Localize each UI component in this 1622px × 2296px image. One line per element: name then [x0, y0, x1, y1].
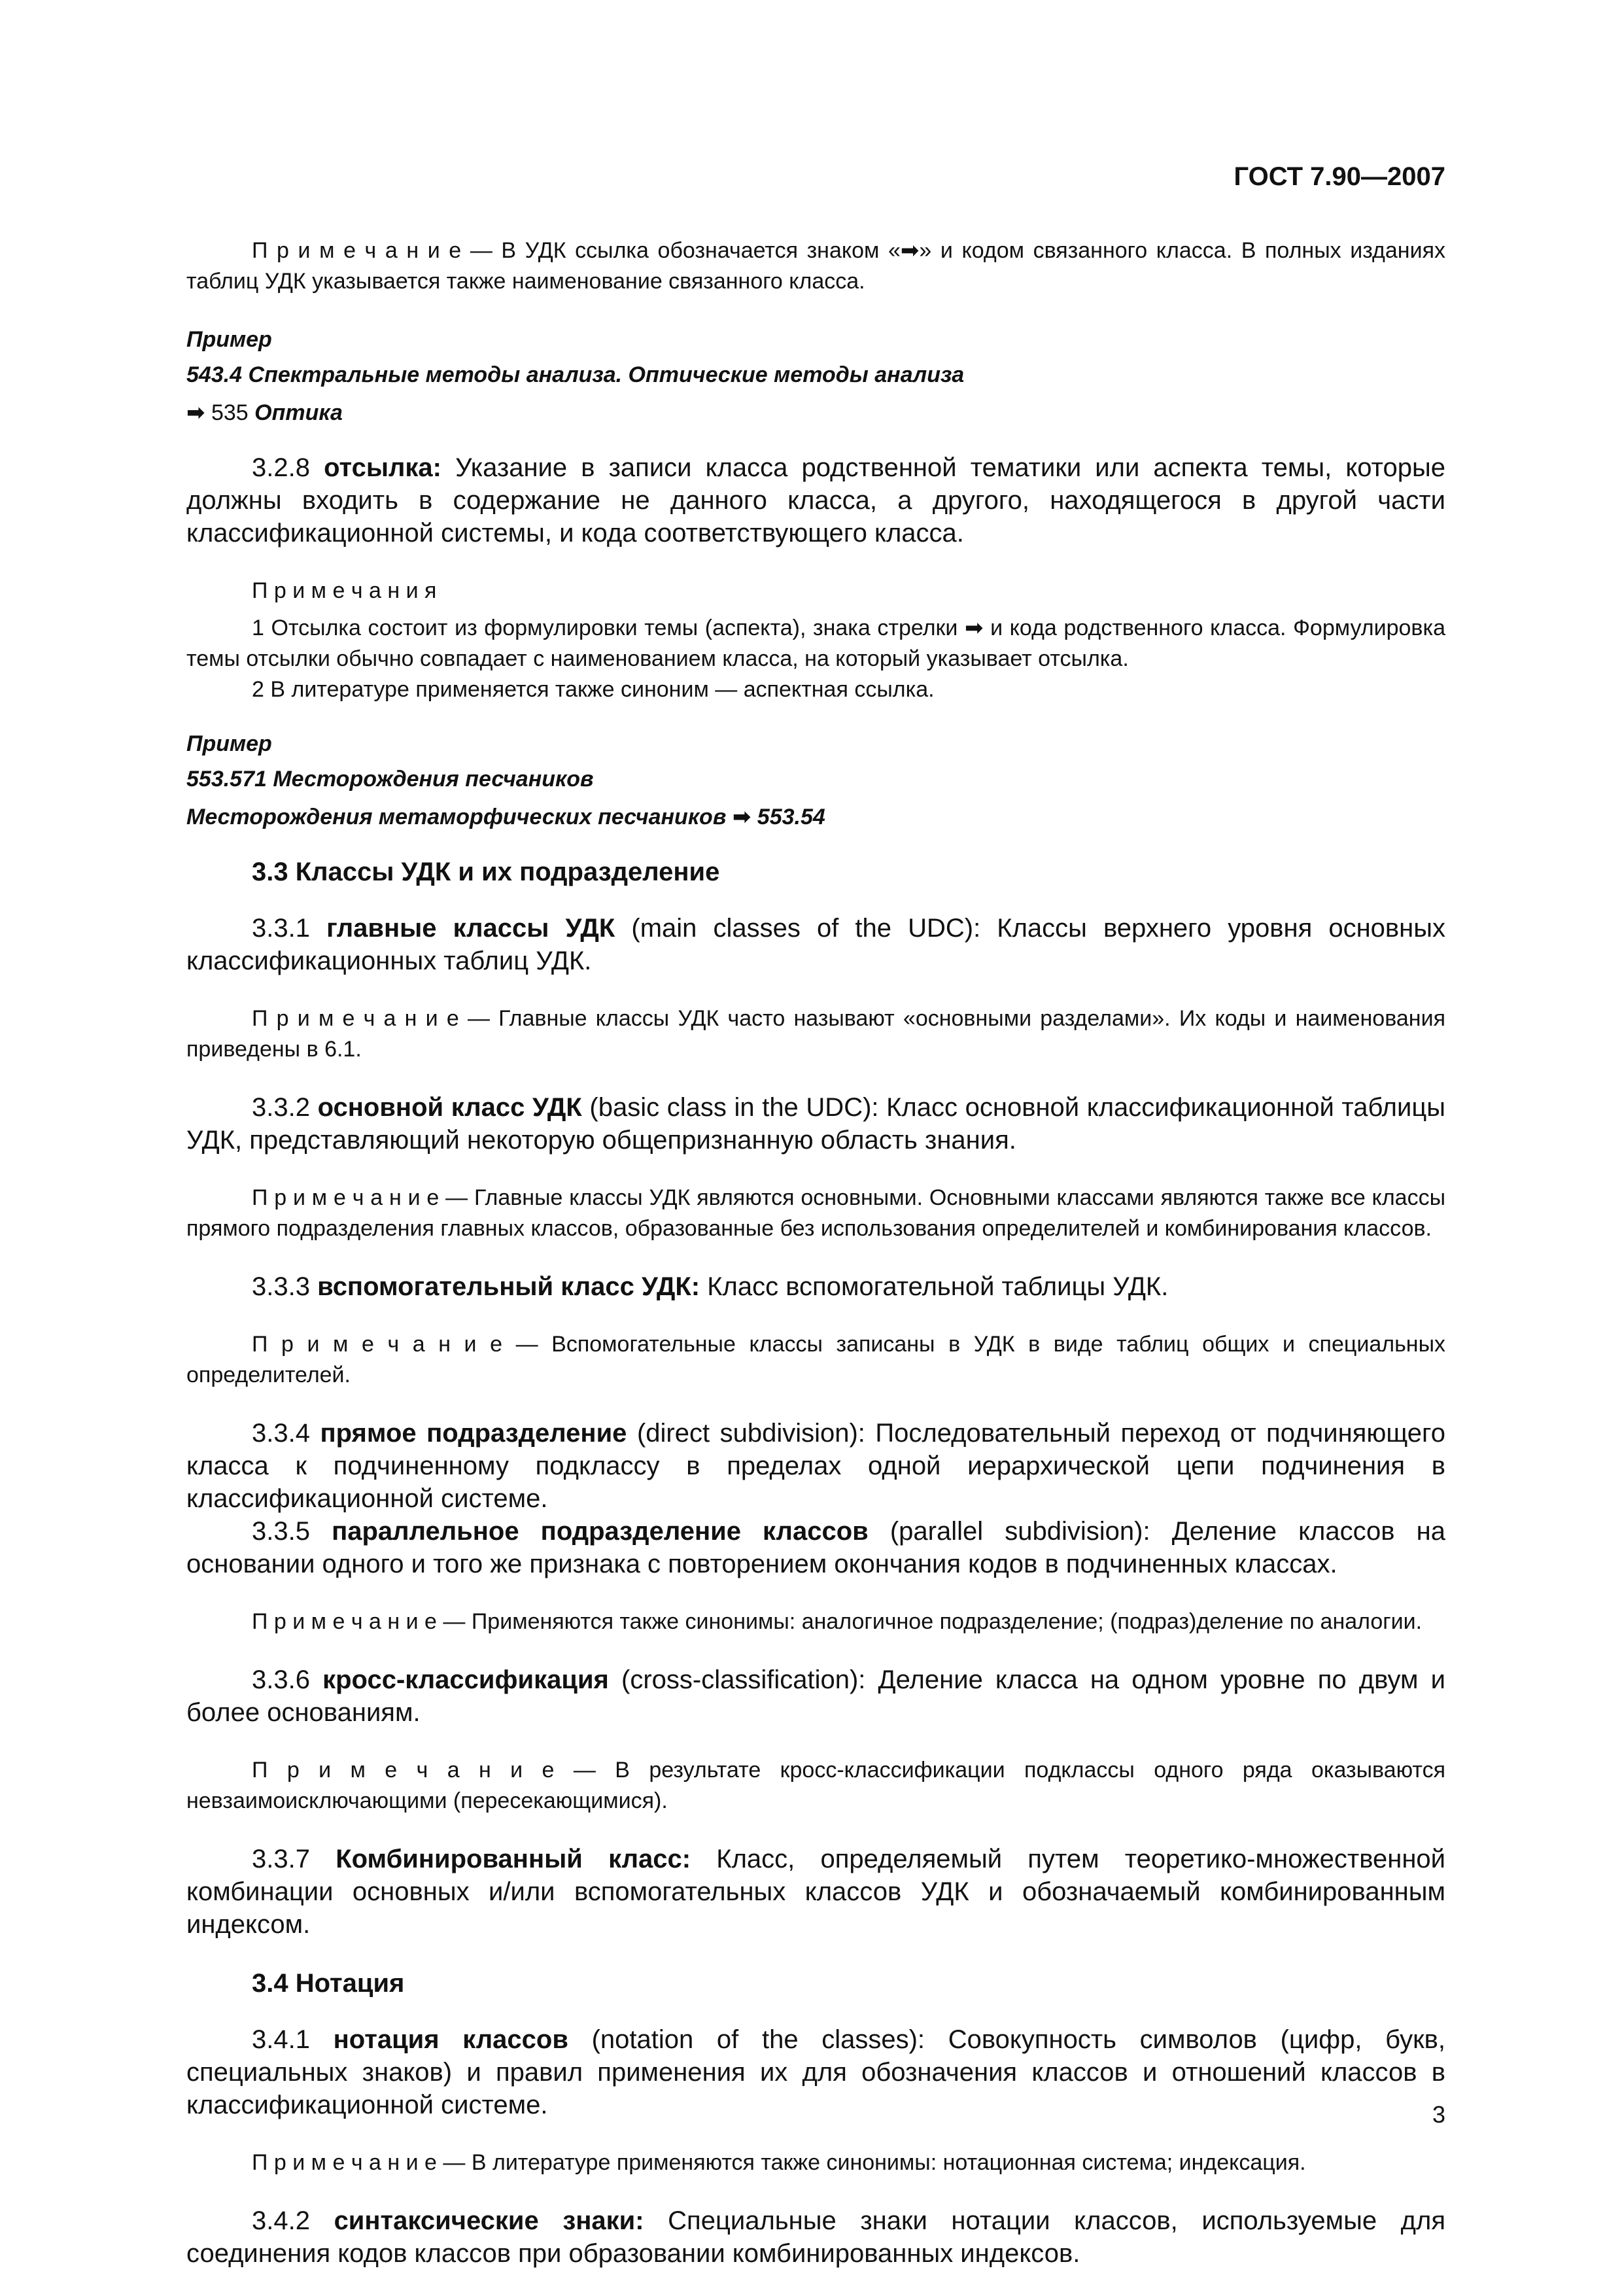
- term-name: прямое подразделение: [320, 1419, 627, 1448]
- term-name: главные классы УДК: [326, 914, 615, 943]
- note-label: П р и м е ч а н и е: [252, 1006, 459, 1031]
- note-paragraph: [186, 1755, 1445, 1817]
- example-text: Оптика: [254, 400, 343, 425]
- note-label: П р и м е ч а н и е: [252, 1332, 503, 1357]
- document-header: ГОСТ 7.90—2007: [1234, 162, 1445, 191]
- term-number: 3.3.5: [252, 1517, 310, 1546]
- term-name: кросс-классификация: [322, 1665, 609, 1694]
- term-paragraph: [186, 912, 1445, 977]
- page-number: 3: [1432, 2101, 1445, 2128]
- term-name: вспомогательный класс УДК:: [317, 1272, 700, 1301]
- term-definition: (notation of the classes): Совокупность символов (цифр, букв, специальных знаков) и правил применения их для обозначения классов и отношений классов в классификационной системе.: [186, 2025, 1445, 2119]
- term-definition: Класс вспомогательной таблицы УДК.: [707, 1272, 1169, 1301]
- note-text: — В литературе применяются также синонимы: нотационная система; индексация.: [443, 2150, 1306, 2175]
- term-paragraph: [186, 1417, 1445, 1515]
- arrow-icon: ➡: [732, 805, 751, 829]
- term-definition: (cross-classification): Деление класса на одном уровне по двум и более основаниям.: [186, 1665, 1445, 1727]
- term-definition: Класс, определяемый путем теоретико-множественной комбинации основных и/или вспомогательных классов УДК и обозначаемый комбинированным индексом.: [186, 1845, 1446, 1939]
- note-text: — В результате кросс-классификации подклассы одного ряда оказываются невзаимоисключающими (пересекающимися).: [186, 1758, 1445, 1813]
- example-line: [186, 798, 1445, 836]
- term-number: 3.3.4: [252, 1419, 310, 1448]
- arrow-icon: ➡: [186, 400, 205, 425]
- note-label: П р и м е ч а н и е: [252, 1758, 555, 1783]
- term-name: Комбинированный класс:: [336, 1845, 691, 1873]
- example-block: [186, 727, 1445, 836]
- example-code: 553.54: [757, 805, 825, 829]
- note-text: — Вспомогательные классы записаны в УДК в виде таблиц общих и специальных определителей.: [186, 1332, 1446, 1387]
- term-paragraph: [186, 2023, 1445, 2121]
- section-heading: 3.4 Нотация: [252, 1969, 405, 1998]
- term-number: 3.3.1: [252, 914, 310, 943]
- term-number: 3.4.2: [252, 2206, 310, 2235]
- notes-item: 1 Отсылка состоит из формулировки темы (аспекта), знака стрелки ➡ и кода родственного класса. Формулировка темы отсылки обычно совпадает с наименованием класса, на который указывает отсылка.: [186, 616, 1445, 671]
- note-paragraph: [186, 1329, 1445, 1391]
- example-block: [186, 323, 1445, 432]
- note-text: — В УДК ссылка обозначается знаком «➡» и кодом связанного класса. В полных изданиях таблиц УДК указывается также наименование связанного класса.: [186, 238, 1445, 294]
- note-label: П р и м е ч а н и е: [252, 2150, 437, 2175]
- term-number: 3.3.2: [252, 1093, 310, 1122]
- term-number: 3.3.7: [252, 1845, 310, 1873]
- term-paragraph: [186, 1091, 1445, 1157]
- term-name: отсылка:: [324, 453, 441, 482]
- note-paragraph: [186, 235, 1445, 297]
- example-text: Месторождения метаморфических песчаников: [186, 805, 727, 829]
- term-name: основной класс УДК: [317, 1093, 582, 1122]
- term-definition: Специальные знаки нотации классов, используемые для соединения кодов классов при образовании комбинированных индексов.: [186, 2206, 1445, 2268]
- note-label: П р и м е ч а н и е: [252, 1185, 440, 1210]
- example-line: 553.571 Месторождения песчаников: [186, 767, 594, 791]
- term-paragraph: [186, 1515, 1445, 1580]
- note-paragraph: [186, 1607, 1445, 1637]
- term-number: 3.3.6: [252, 1665, 310, 1694]
- term-definition: (main classes of the UDC): Классы верхнего уровня основных классификационных таблиц УДК.: [186, 914, 1446, 975]
- term-name: синтаксические знаки:: [334, 2206, 644, 2235]
- term-definition: (basic class in the UDC): Класс основной классификационной таблицы УДК, представляющий некоторую общепризнанную область знания.: [186, 1093, 1445, 1155]
- example-line: 543.4 Спектральные методы анализа. Оптические методы анализа: [186, 362, 965, 387]
- term-paragraph: [186, 1270, 1445, 1303]
- term-definition: Указание в записи класса родственной тематики или аспекта темы, которые должны входить в содержание не данного класса, а другого, находящегося в другой части классификационной системы, и кода соответствующего класса.: [186, 453, 1445, 548]
- note-paragraph: [186, 1183, 1445, 1244]
- term-paragraph: [186, 451, 1445, 549]
- term-paragraph: [186, 2204, 1445, 2270]
- note-text: — Главные классы УДК часто называют «основными разделами». Их коды и наименования приведены в 6.1.: [186, 1006, 1445, 1062]
- document-body: [186, 235, 1445, 2296]
- notes-item: 2 В литературе применяется также синоним — аспектная ссылка.: [252, 677, 935, 702]
- example-code: 535: [211, 400, 249, 425]
- term-definition: (parallel subdivision): Деление классов на основании одного и того же признака с повторением окончания кодов в подчиненных классах.: [186, 1517, 1446, 1578]
- term-paragraph: [186, 1843, 1445, 1941]
- note-label: П р и м е ч а н и е: [252, 238, 462, 263]
- term-paragraph: [186, 1663, 1445, 1729]
- example-label: Пример: [186, 731, 272, 756]
- note-paragraph: [186, 1003, 1445, 1065]
- term-number: 3.4.1: [252, 2025, 310, 2054]
- note-paragraph: [186, 2148, 1445, 2178]
- term-number: 3.2.8: [252, 453, 310, 482]
- notes-list: [186, 576, 1445, 705]
- term-name: нотация классов: [333, 2025, 568, 2054]
- note-label: П р и м е ч а н и е: [252, 1609, 437, 1634]
- note-text: — Главные классы УДК являются основными. Основными классами являются также все классы прямого подразделения главных классов, образованные без использования определителей и комбинирования классов.: [186, 1185, 1446, 1241]
- term-definition: (direct subdivision): Последовательный переход от подчиняющего класса к подчиненному подклассу в пределах одной иерархической цепи подчинения в классификационной системе.: [186, 1419, 1445, 1513]
- example-label: Пример: [186, 327, 272, 352]
- section-heading: 3.3 Классы УДК и их подразделение: [252, 858, 720, 886]
- note-text: — Применяются также синонимы: аналогичное подразделение; (подраз)деление по аналогии.: [443, 1609, 1423, 1634]
- example-line: [186, 394, 1445, 432]
- notes-label: П р и м е ч а н и я: [252, 578, 437, 603]
- term-name: параллельное подразделение классов: [332, 1517, 869, 1546]
- term-number: 3.3.3: [252, 1272, 310, 1301]
